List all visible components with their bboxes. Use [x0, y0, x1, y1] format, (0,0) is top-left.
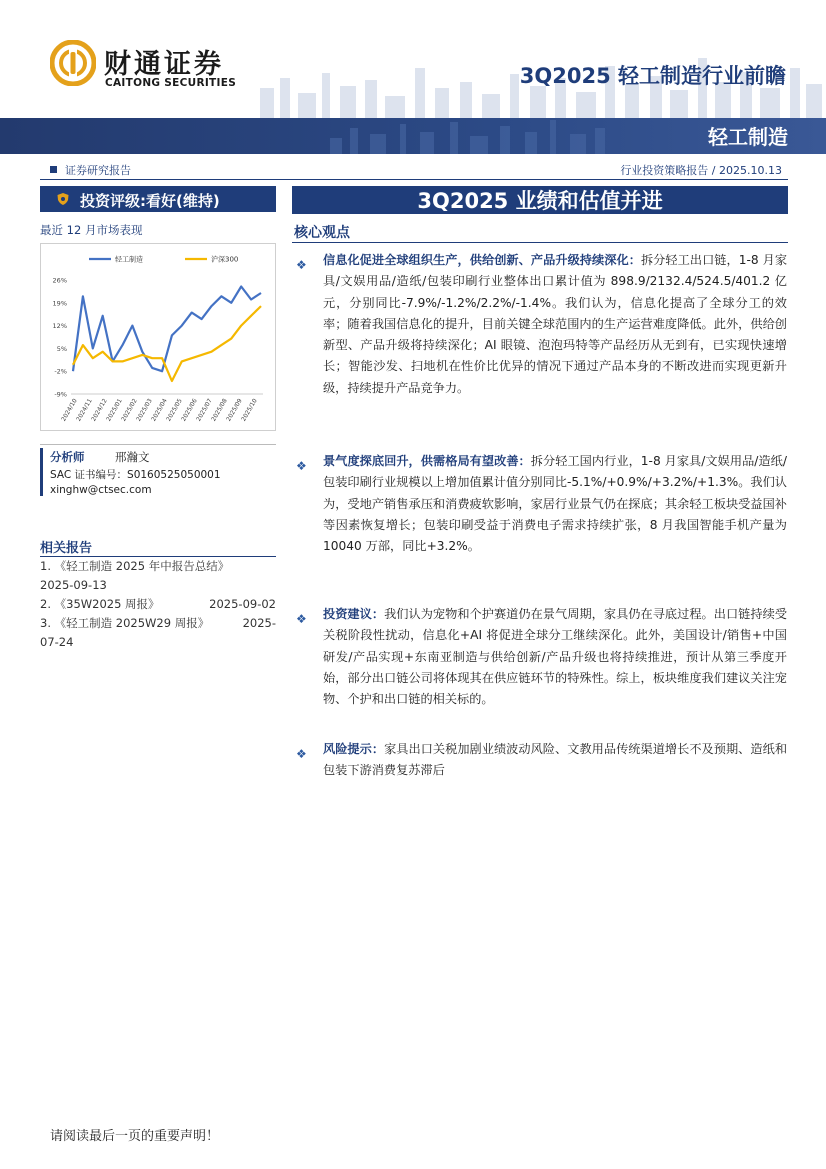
x-tick-label: 2024/10	[60, 397, 79, 423]
legend-label-1: 轻工制造	[115, 255, 143, 264]
x-tick-label: 2025/01	[105, 397, 124, 423]
company-logo-icon	[50, 40, 96, 86]
x-tick-label: 2025/08	[210, 397, 229, 423]
x-tick-label: 2025/06	[180, 397, 199, 423]
report-type-text: 证券研究报告	[65, 164, 131, 177]
x-tick-label: 2024/12	[90, 397, 109, 423]
related-report-3-title: 3. 《轻工制造 2025W29 周报》	[40, 616, 210, 630]
bullet-risk-lead: 风险提示：	[323, 742, 385, 756]
performance-chart	[40, 243, 276, 431]
bullet-risk-text: 家具出口关税加剧业绩波动风险、文教用品传统渠道增长不及预期、造纸和包装下游消费复苏滞后	[323, 742, 788, 778]
diamond-bullet-icon: ❖	[296, 258, 307, 272]
related-report-1[interactable]	[40, 557, 276, 595]
core-views-divider	[292, 242, 788, 243]
disclaimer-note: 请阅读最后一页的重要声明！	[50, 1129, 220, 1144]
x-tick-label: 2024/11	[75, 397, 94, 423]
y-tick-label: 26%	[52, 276, 67, 285]
report-type	[50, 162, 131, 178]
y-tick-label: 19%	[52, 299, 67, 308]
related-report-3-date-part1: 2025-	[242, 616, 276, 630]
related-report-2-date: 2025-09-02	[209, 597, 276, 611]
y-tick-label: -9%	[54, 390, 67, 399]
performance-chart-svg	[41, 244, 275, 430]
bullet-risk	[323, 739, 787, 782]
x-tick-label: 2025/09	[225, 397, 244, 423]
series-line-1	[73, 287, 261, 372]
bullet-prosperity	[323, 451, 787, 557]
performance-label: 最近 12 月市场表现	[40, 223, 143, 237]
analyst-accent-bar	[40, 448, 43, 496]
related-reports-heading: 相关报告	[40, 541, 93, 556]
y-tick-label: -2%	[54, 367, 67, 376]
bullet-globalization-lead: 信息化促进全球组织生产，供给创新、产品升级持续深化：	[323, 253, 641, 267]
analyst-email[interactable]: xinghw@ctsec.com	[50, 484, 152, 496]
diamond-bullet-icon: ❖	[296, 612, 307, 626]
header-divider	[40, 179, 788, 180]
bullet-investment-advice	[323, 604, 787, 710]
analyst-divider	[40, 444, 276, 445]
diamond-bullet-icon: ❖	[296, 747, 307, 761]
x-tick-label: 2025/02	[120, 397, 139, 423]
sector-label: 轻工制造	[708, 125, 788, 149]
square-bullet-icon	[50, 166, 57, 173]
bullet-globalization	[323, 250, 787, 399]
x-tick-label: 2025/03	[135, 397, 154, 423]
related-report-1-title: 1. 《轻工制造 2025 年中报告总结》	[40, 559, 230, 573]
logo-english-name: CAITONG SECURITIES	[105, 77, 237, 89]
bullet-globalization-text: 拆分轻工出口链，1-8 月家具/文娱用品/造纸/包装印刷行业整体出口累计值为 898.9/2132.4/524.5/401.2 亿元，分别同比-7.9%/-1.2%/2.2%/-1.4%。我们认为，信息化提高了全球分工的效率；随着我国信息化的提升，目前关键全球范围内的生产运营难度降低。此外，供给创新型、产品升级将持续深化；AI 眼镜、泡泡玛特等产品经历从无到有，已实现快速增长；智能沙发、扫地机在性价比优异的情况下通过产品本身的不断改进而实现更新升级，持续提升产品竞争力。	[323, 253, 788, 395]
related-report-3[interactable]	[40, 614, 276, 652]
bullet-investment-advice-lead: 投资建议：	[323, 607, 385, 621]
analyst-name: 邢瀚文	[115, 450, 150, 464]
x-tick-label: 2025/04	[150, 397, 169, 423]
related-report-1-date: 2025-09-13	[40, 578, 107, 592]
bullet-prosperity-lead: 景气度探底回升，供需格局有望改善：	[323, 454, 531, 468]
legend-label-2: 沪深300	[211, 255, 239, 264]
x-tick-label: 2025/10	[240, 397, 259, 423]
investment-rating: 投资评级:看好(维持)	[80, 192, 220, 210]
analyst-sac-number: SAC 证书编号：S0160525050001	[50, 469, 221, 481]
related-report-2-title: 2. 《35W2025 周报》	[40, 597, 160, 611]
x-tick-label: 2025/05	[165, 397, 184, 423]
main-title: 3Q2025 业绩和估值并进	[417, 189, 663, 213]
related-report-3-date-part2: 07-24	[40, 635, 74, 649]
analyst-label: 分析师	[50, 450, 85, 464]
report-title: 3Q2025 轻工制造行业前瞻	[519, 64, 786, 88]
diamond-bullet-icon: ❖	[296, 459, 307, 473]
x-tick-label: 2025/07	[195, 397, 214, 423]
logo-chinese-name: 财通证券	[104, 49, 224, 80]
related-report-2[interactable]	[40, 595, 276, 614]
bullet-investment-advice-text: 我们认为宠物和个护赛道仍在景气周期，家具仍在寻底过程。出口链持续受关税阶段性扰动，信息化+AI 将促进全球分工继续深化。此外，美国设计/销售+中国研发/产品实现+东南亚制造与供给创新/产品升级也将持续推进，预计从第三季度开始，部分出口链公司将体现其在供应链环节的特殊性。综上，板块维度我们建议关注宠物、个护和出口链的相关标的。	[323, 607, 788, 707]
report-meta: 行业投资策略报告 / 2025.10.13	[620, 164, 782, 177]
y-tick-label: 5%	[56, 344, 67, 353]
bullet-prosperity-text: 拆分轻工国内行业，1-8 月家具/文娱用品/造纸/包装印刷行业规模以上增加值累计值分别同比-5.1%/+0.9%/+3.2%/+1.3%。我们认为，受地产销售承压和消费疲软影响，家居行业景气仍在探底；其余轻工板块受益国补等因素恢复增长；包装印刷受益于消费电子需求持续扩张，8 月我国智能手机产量为 10040 万部，同比+3.2%。	[323, 454, 788, 554]
shield-icon	[56, 192, 70, 206]
core-views-heading: 核心观点	[294, 225, 350, 241]
y-tick-label: 12%	[52, 322, 67, 331]
